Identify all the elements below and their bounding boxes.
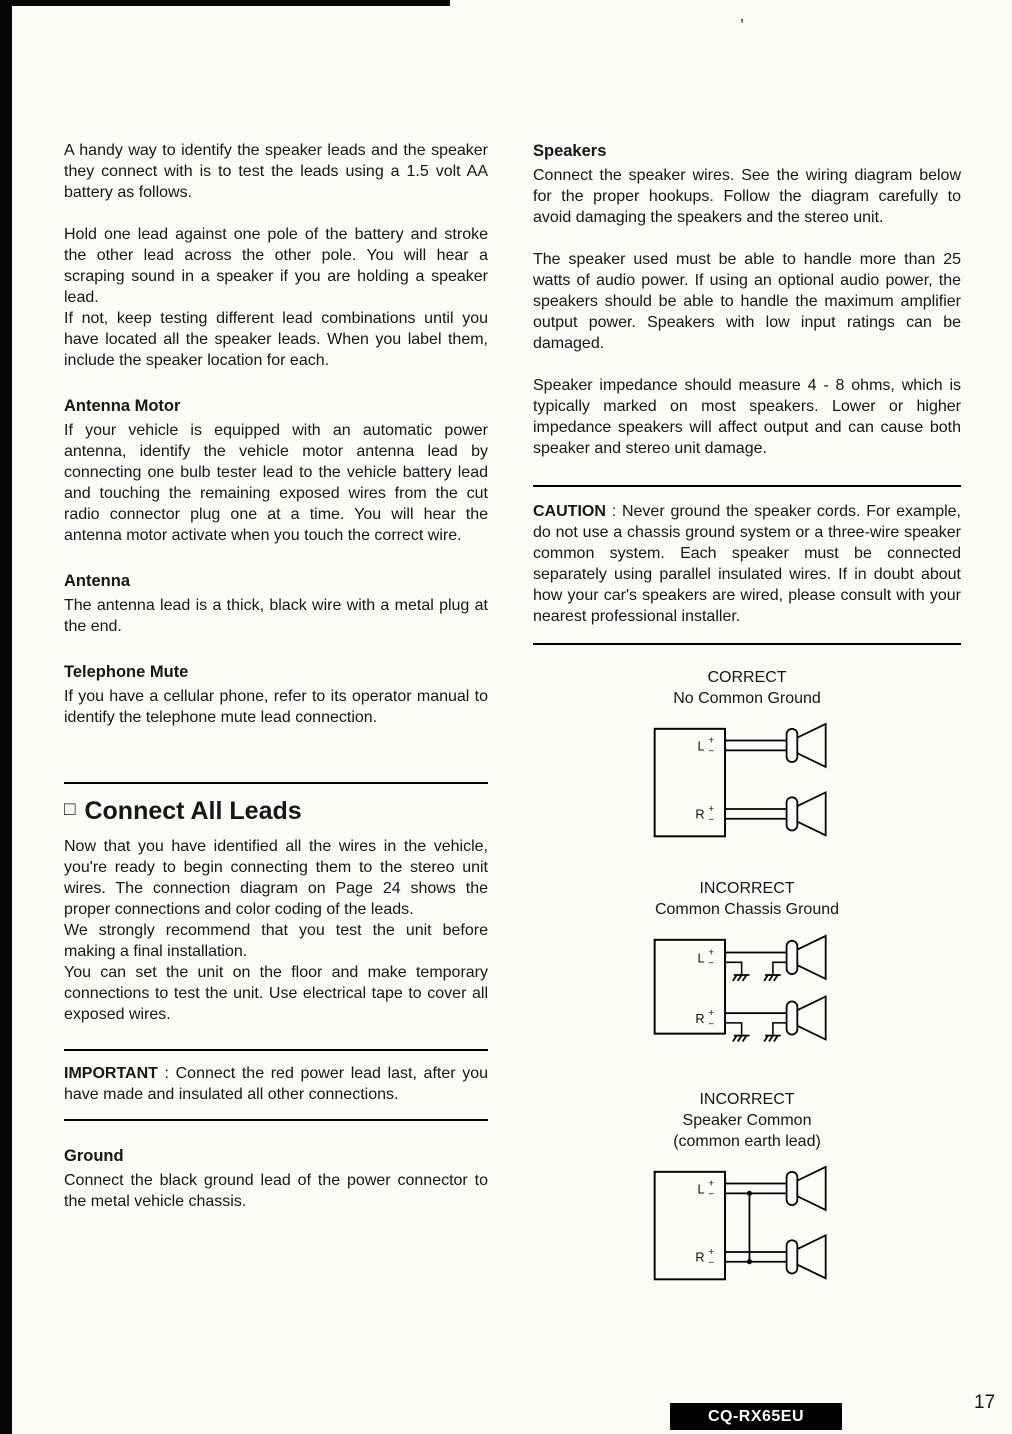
plus-sign: + [707,947,714,959]
diagram-3-subtitle: Speaker Common [682,1112,812,1129]
wire [725,1023,742,1036]
battery-test-intro: A handy way to identify the speaker leads and the speaker they connect with is to test the leads using a 1.5 volt AA battery as follows. [64,142,488,201]
speakers-body-3: Speaker impedance should measure 4 - 8 ohms, which is typically marked on most speakers. Lower or higher impedance speakers will affect output and can cause both speaker and stereo unit damage. [533,377,961,457]
stereo-unit-box [654,940,724,1034]
diagram-3-subtitle-2: (common earth lead) [673,1133,821,1150]
square-bullet-icon: □ [64,799,76,820]
important-body: : Connect the red power lead last, after you have made and insulated all other connections. [64,1065,488,1103]
speaker-icon [786,936,825,979]
speakers-heading: Speakers [533,142,607,160]
chassis-ground-icon [732,975,749,981]
plus-sign: + [707,1246,714,1258]
diagram-2-subtitle: Common Chassis Ground [654,901,840,918]
channel-r-label: R [694,1011,704,1026]
stereo-unit-box [654,1172,724,1280]
wiring-diagram-common-chassis-ground [640,932,855,1061]
model-badge: CQ-RX65EU [670,1403,842,1430]
chassis-ground-icon [764,975,781,981]
important-label: IMPORTANT [64,1065,158,1082]
important-note-text [64,1063,488,1105]
speaker-icon [786,1235,825,1278]
channel-l-label: L [696,1182,704,1197]
wiring-diagram-speaker-common [640,1164,855,1293]
scan-artifact-mark: ’ [740,16,744,36]
section-divider [64,782,488,784]
wiring-diagrams [533,667,961,1299]
minus-sign: − [707,1189,714,1201]
telephone-mute-body: If you have a cellular phone, refer to its operator manual to identify the telephone mute lead connection. [64,688,488,726]
channel-r-label: R [694,1250,704,1265]
stereo-unit-box [654,729,724,837]
junction-dot [746,1191,751,1196]
chassis-ground-icon [764,1036,781,1042]
connect-leads-recommendation: We strongly recommend that you test the unit before making a final installation. [64,922,488,960]
connect-all-leads-title: Connect All Leads [84,797,302,825]
plus-sign: + [707,1178,714,1190]
battery-test-step-2: If not, keep testing different lead combinations until you have located all the speaker leads. When you label them, include the speaker location for each. [64,310,488,369]
wire [772,1023,786,1036]
speakers-body-2: The speaker used must be able to handle more than 25 watts of audio power. If using an optional audio power, the speakers should be able to handle the maximum amplifier output power. Speakers with low input ratings can be damaged. [533,251,961,352]
caution-note [533,485,961,645]
speaker-icon [786,1167,825,1210]
channel-r-label: R [694,807,704,822]
connect-all-leads-heading [64,796,488,826]
telephone-mute-heading: Telephone Mute [64,663,189,681]
minus-sign: − [707,814,714,826]
diagram-chassis-ground-block [533,878,961,1067]
caution-note-text [533,501,961,627]
channel-l-label: L [696,951,704,966]
important-note [64,1049,488,1121]
antenna-body: The antenna lead is a thick, black wire with a metal plug at the end. [64,597,488,635]
minus-sign: − [707,958,714,970]
diagram-speaker-common-block [533,1089,961,1299]
antenna-heading: Antenna [64,572,130,590]
scan-edge-top [0,0,450,6]
wiring-diagram-no-common-ground [640,721,855,850]
diagram-1-title: CORRECT [707,669,787,686]
speaker-icon [786,792,825,835]
plus-sign: + [707,803,714,815]
minus-sign: − [707,746,714,758]
plus-sign: + [707,735,714,747]
page-number: 17 [974,1392,996,1413]
plus-sign: + [707,1008,714,1020]
ground-heading: Ground [64,1147,124,1165]
connect-leads-body: Now that you have identified all the wires in the vehicle, you're ready to begin connecting them to the stereo unit wires. The connection diagram on Page 24 shows the proper connections and color coding of the leads. [64,838,488,918]
channel-l-label: L [696,739,704,754]
chassis-ground-icon [732,1036,749,1042]
antenna-motor-heading: Antenna Motor [64,397,181,415]
speaker-icon [786,997,825,1040]
diagram-3-title: INCORRECT [699,1091,795,1108]
antenna-motor-body: If your vehicle is equipped with an automatic power antenna, identify the vehicle motor antenna lead by connecting one bulb tester lead to the vehicle battery lead and touching the remaining exposed wires from the cut radio connector plug one at a time. You will hear the antenna motor activate when you touch the correct wire. [64,422,488,544]
right-column [533,140,961,1299]
minus-sign: − [707,1257,714,1269]
diagram-2-title: INCORRECT [699,880,795,897]
wire [772,962,786,975]
battery-test-step: Hold one lead against one pole of the battery and stroke the other lead across the other pole. You will hear a scraping sound in a speaker if you are holding a speaker lead. [64,226,488,306]
caution-body: : Never ground the speaker cords. For example, do not use a chassis ground system or a three-wire speaker common system. Each speaker must be connected separately using parallel insulated wires. If in doubt about how your car's speakers are wired, please consult with your nearest professional installer. [533,503,961,625]
ground-body: Connect the black ground lead of the power connector to the metal vehicle chassis. [64,1172,488,1210]
diagram-correct-block [533,667,961,856]
scan-edge-left [0,0,12,1434]
left-column [64,140,488,1212]
caution-label: CAUTION [533,503,606,520]
speaker-icon [786,724,825,767]
diagram-1-subtitle: No Common Ground [673,690,821,707]
wire [725,962,742,975]
connect-leads-tip: You can set the unit on the floor and make temporary connections to test the unit. Use electrical tape to cover all exposed wires. [64,964,488,1023]
speakers-body-1: Connect the speaker wires. See the wiring diagram below for the proper hookups. Follow the diagram carefully to avoid damaging the speakers and the stereo unit. [533,167,961,226]
minus-sign: − [707,1018,714,1030]
